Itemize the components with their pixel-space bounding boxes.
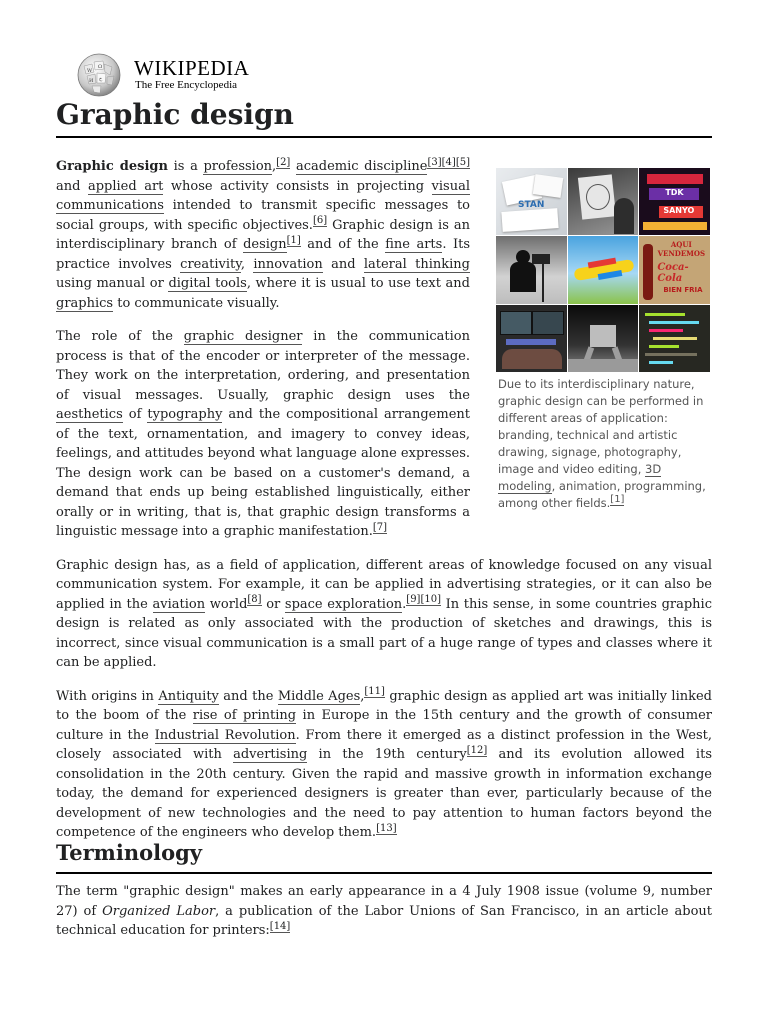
terminology-paragraph: The term "graphic design" makes an early appearance in a 4 July 1908 issue (volume 9, number 27) of Organized Labor, a publication of the Labor Unions of San Francisco, in an article about technical education for printers:[14] — [56, 884, 712, 938]
aqui-sign: AQUI VENDEMOS — [657, 240, 706, 259]
origins-paragraph: With origins in Antiquity and the Middle Ages,[11] graphic design as applied art was initially linked to the boom of the rise of printing in Europe in the 15th century and the growth of consumer culture in the Industrial Revolution. From there it emerged as a distinct profession in the West, closely associated with advertising in the 19th century[12] and its evolution allowed its consolidation in the 20th century. Given the rapid and massive growth in information exchange today, the demand for experienced designers is greater than ever, particularly because of the development of new technologies and the need to pay attention to human factors beyond the competence of the engineers who develop them.[13] — [56, 686, 712, 840]
link-academic-discipline[interactable]: academic discipline — [295, 159, 428, 174]
citation-14[interactable]: [14] — [269, 920, 291, 932]
citation-11[interactable]: [11] — [364, 686, 385, 698]
wikipedia-wordmark: WIKIPEDIA — [134, 56, 250, 80]
citation-1[interactable]: [1] — [286, 234, 301, 246]
link-creativity[interactable]: creativity — [180, 256, 241, 272]
link-applied-art[interactable]: applied art — [87, 178, 164, 194]
bien-fria-sign: BIEN FRIA — [663, 286, 703, 295]
svg-text:ح: ح — [99, 76, 103, 82]
citation-5[interactable]: [5] — [455, 156, 470, 168]
link-advertising[interactable]: advertising — [233, 747, 308, 762]
intro-paragraph: Graphic design is a profession,[2] academic discipline[3][4][5] and applied art whose activity consists in projecting visual communications intended to transmit specific messages to social groups, with specific objectives.[6] Graphic design is an interdisciplinary branch of design[1] and of the fine arts. Its practice involves creativity, innovation and lateral thinking using manual or digital tools, where it is usual to use text and graphics to communicate visually. — [56, 156, 471, 311]
page-title: Graphic design — [56, 96, 712, 138]
link-antiquity[interactable]: Antiquity — [158, 688, 219, 704]
link-middle-ages[interactable]: Middle Ages — [277, 688, 361, 704]
wikipedia-logo[interactable] — [74, 52, 254, 98]
link-design[interactable]: design — [243, 237, 287, 252]
citation-4[interactable]: [4] — [441, 156, 456, 168]
wikipedia-tagline: The Free Encyclopedia — [135, 79, 238, 91]
organized-labor-title: Organized Labor — [102, 903, 216, 919]
wikipedia-globe-icon — [74, 52, 124, 98]
field-paragraph: Graphic design has, as a field of application, different areas of knowledge focused on any visual communication system. For example, it can be applied in advertising strategies, or it can also be applied in the aviation world[8] or space exploration.[9][10] In this sense, in some countries graphic design is related as only associated with the production of sketches and drawings, this is incorrect, since visual communication is a small part of a huge range of types and classes where it can be applied. — [56, 557, 712, 670]
citation-3[interactable]: [3] — [427, 156, 442, 168]
link-industrial-revolution[interactable]: Industrial Revolution — [154, 727, 296, 743]
svg-text:И: И — [89, 78, 94, 84]
section-heading-terminology: Terminology — [56, 838, 712, 874]
link-visual-communications[interactable]: visual communications — [56, 178, 471, 213]
role-paragraph: The role of the graphic designer in the communication process is that of the encoder or interpreter of the message. They work on the interpretation, ordering, and presentation of visual messages. Usually, graphic design uses the aesthetics of typography and the compositional arrangement of the text, ornamentation, and imagery to convey ideas, feelings, and attitudes beyond what language alone expresses. The design work can be based on a customer's demand, a demand that ends up being established linguistically, either orally or in writing, that is, that graphic design transforms a linguistic message into a graphic manifestation.[7] — [56, 329, 471, 539]
link-aviation[interactable]: aviation — [152, 596, 206, 612]
citation-13[interactable]: [13] — [376, 822, 397, 834]
svg-text:Ω: Ω — [98, 64, 103, 70]
link-graphic-designer[interactable]: graphic designer — [183, 329, 303, 344]
link-space-exploration[interactable]: space exploration — [284, 596, 403, 612]
citation-7[interactable]: [7] — [372, 521, 388, 533]
link-digital-tools[interactable]: digital tools — [168, 276, 247, 291]
link-innovation[interactable]: innovation — [253, 256, 323, 272]
citation-12[interactable]: [12] — [466, 744, 488, 756]
link-profession[interactable]: profession — [203, 159, 273, 174]
link-aesthetics[interactable]: aesthetics — [56, 407, 123, 422]
citation-1[interactable]: [1] — [610, 494, 625, 506]
link-graphics[interactable]: graphics — [56, 295, 114, 311]
coca-cola-logo: Coca-Cola — [657, 262, 689, 285]
svg-text:W: W — [87, 68, 93, 74]
sanyo-sign: SANYO — [663, 206, 695, 215]
tdk-sign: TDK — [665, 188, 684, 197]
figure-caption: Due to its interdisciplinary nature, graphic design can be performed in different areas of application: branding, technical and artistic drawing, signage, photography, image and video editing, 3D modeling, animation, programming, among other fields.[1] — [498, 377, 706, 510]
link-lateral-thinking[interactable]: lateral thinking — [363, 256, 471, 272]
stan-label: STAN — [518, 200, 545, 210]
article-body — [56, 150, 712, 857]
link-typography[interactable]: typography — [147, 407, 223, 422]
link-rise-of-printing[interactable]: rise of printing — [192, 708, 297, 723]
citation-6[interactable]: [6] — [312, 215, 328, 227]
subject-bold: Graphic design — [56, 159, 168, 174]
link-3d-modeling[interactable]: 3D modeling — [498, 462, 662, 493]
citation-10[interactable]: [10] — [420, 594, 441, 606]
link-fine-arts[interactable]: fine arts — [385, 237, 443, 252]
citation-2[interactable]: [2] — [276, 156, 291, 168]
citation-9[interactable]: [9] — [406, 594, 421, 606]
citation-8[interactable]: [8] — [247, 594, 262, 606]
